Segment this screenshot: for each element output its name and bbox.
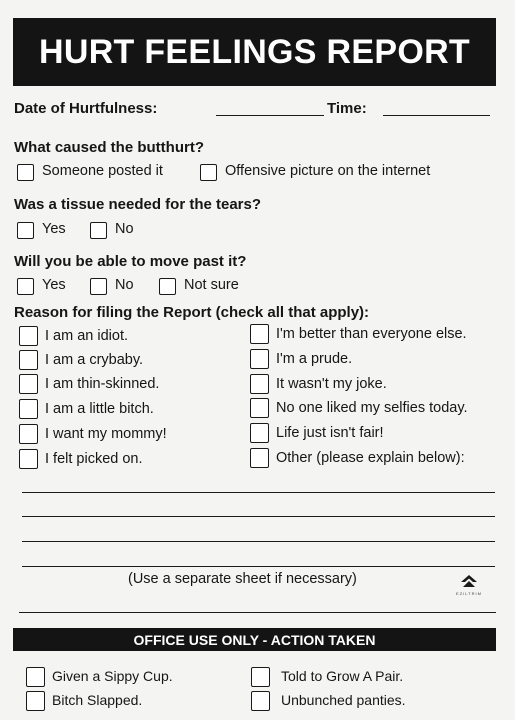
reason-picked-on: I felt picked on. — [45, 451, 143, 467]
option-move-no: No — [115, 277, 134, 293]
reason-selfies: No one liked my selfies today. — [276, 400, 468, 416]
question-cause: What caused the butthurt? — [14, 139, 204, 156]
checkbox-reason-selfies[interactable] — [250, 398, 269, 418]
option-tissue-no: No — [115, 221, 134, 237]
separate-sheet-note: (Use a separate sheet if necessary) — [128, 571, 357, 587]
option-tissue-yes: Yes — [42, 221, 66, 237]
reason-idiot: I am an idiot. — [45, 328, 129, 344]
option-move-yes: Yes — [42, 277, 66, 293]
explain-line[interactable] — [22, 516, 495, 517]
reason-not-my-joke: It wasn't my joke. — [276, 376, 387, 392]
action-slapped: Bitch Slapped. — [52, 692, 143, 708]
logo-text: EZILTRIM — [456, 591, 482, 596]
date-label: Date of Hurtfulness: — [14, 100, 158, 117]
reason-little: I am a little bitch. — [45, 401, 154, 417]
reason-other: Other (please explain below): — [276, 450, 465, 466]
brand-logo — [448, 573, 490, 599]
time-field[interactable] — [383, 115, 490, 116]
checkbox-reason-thin-skinned[interactable] — [19, 374, 38, 394]
logo-mark-icon — [448, 573, 490, 593]
reason-mommy: I want my mommy! — [45, 426, 167, 442]
explain-line[interactable] — [22, 492, 495, 493]
checkbox-move-no[interactable] — [90, 278, 107, 295]
checkbox-reason-mommy[interactable] — [19, 424, 38, 444]
checkbox-reason-prude[interactable] — [250, 349, 269, 369]
option-move-not-sure: Not sure — [184, 277, 239, 293]
question-tissue: Was a tissue needed for the tears? — [14, 196, 262, 213]
checkbox-offensive-picture[interactable] — [200, 164, 217, 181]
option-offensive-picture: Offensive picture on the internet — [225, 163, 431, 179]
reason-better: I'm better than everyone else. — [276, 326, 467, 342]
reasons-heading: Reason for filing the Report (check all that apply): — [14, 304, 370, 321]
checkbox-tissue-yes[interactable] — [17, 222, 34, 239]
reason-thin-skinned: I am thin-skinned. — [45, 376, 160, 392]
checkbox-reason-not-my-joke[interactable] — [250, 374, 269, 394]
separator-rule — [19, 612, 496, 613]
checkbox-action-slapped[interactable] — [26, 691, 45, 711]
office-use-heading: OFFICE USE ONLY - ACTION TAKEN — [133, 631, 376, 648]
time-label: Time: — [327, 100, 367, 117]
checkbox-reason-picked-on[interactable] — [19, 449, 38, 469]
explain-line[interactable] — [22, 541, 495, 542]
action-grow-pair: Told to Grow A Pair. — [281, 668, 404, 684]
checkbox-reason-crybaby[interactable] — [19, 350, 38, 370]
reason-not-fair: Life just isn't fair! — [276, 425, 384, 441]
checkbox-reason-idiot[interactable] — [19, 326, 38, 346]
checkbox-reason-better[interactable] — [250, 324, 269, 344]
reason-crybaby: I am a crybaby. — [45, 352, 144, 368]
action-sippy-cup: Given a Sippy Cup. — [52, 668, 173, 684]
checkbox-reason-little[interactable] — [19, 399, 38, 419]
checkbox-tissue-no[interactable] — [90, 222, 107, 239]
checkbox-action-unbunched[interactable] — [251, 691, 270, 711]
reason-prude: I'm a prude. — [276, 351, 353, 367]
checkbox-action-sippy-cup[interactable] — [26, 667, 45, 687]
checkbox-move-not-sure[interactable] — [159, 278, 176, 295]
checkbox-reason-not-fair[interactable] — [250, 423, 269, 443]
question-move-past: Will you be able to move past it? — [14, 253, 247, 270]
checkbox-move-yes[interactable] — [17, 278, 34, 295]
date-field[interactable] — [216, 115, 324, 116]
office-use-bar — [13, 628, 496, 651]
checkbox-action-grow-pair[interactable] — [251, 667, 270, 687]
action-unbunched: Unbunched panties. — [281, 692, 406, 708]
option-someone-posted: Someone posted it — [42, 163, 163, 179]
report-title: HURT FEELINGS REPORT — [38, 32, 471, 71]
title-bar — [13, 18, 496, 86]
checkbox-someone-posted[interactable] — [17, 164, 34, 181]
explain-line[interactable] — [22, 566, 495, 567]
checkbox-reason-other[interactable] — [250, 448, 269, 468]
